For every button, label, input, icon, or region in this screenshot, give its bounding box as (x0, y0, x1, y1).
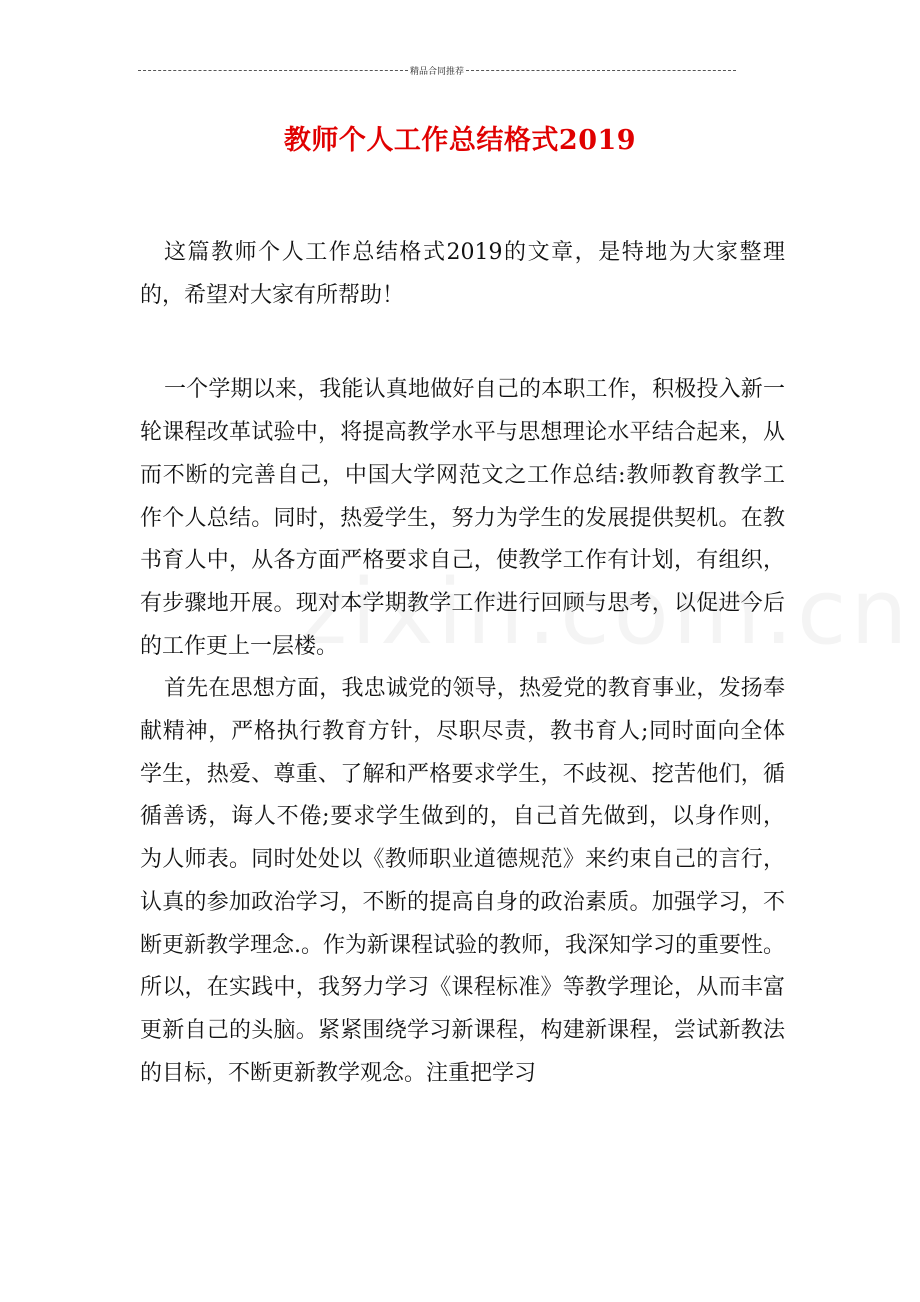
document-body (140, 232, 785, 1095)
header-dash-right (466, 70, 736, 71)
body-paragraph-2: 首先在思想方面，我忠诚党的领导，热爱党的教育事业，发扬奉献精神，严格执行教育方针，尽职尽责，教书育人;同时面向全体学生，热爱、尊重、了解和严格要求学生，不歧视、挖苦他们，循循善诱，诲人不倦;要求学生做到的，自己首先做到，以身作则，为人师表。同时处处以《教师职业道德规范》来约束自己的言行，认真的参加政治学习，不断的提高自身的政治素质。加强学习，不断更新教学理念.。作为新课程试验的教师，我深知学习的重要性。所以，在实践中，我努力学习《课程标准》等教学理论，从而丰富更新自己的头脑。紧紧围绕学习新课程，构建新课程，尝试新教法的目标，不断更新教学观念。注重把学习 (140, 676, 785, 1086)
header-label: 精品合同推荐 (410, 67, 465, 77)
header-divider (138, 64, 736, 77)
intro-paragraph: 这篇教师个人工作总结格式2019的文章，是特地为大家整理的，希望对大家有所帮助！ (140, 240, 785, 308)
body-paragraph-1: 一个学期以来，我能认真地做好自己的本职工作，积极投入新一轮课程改革试验中，将提高教学水平与思想理论水平结合起来，从而不断的完善自己，中国大学网范文之工作总结:教师教育教学工作个人总结。同时，热爱学生，努力为学生的发展提供契机。在教书育人中，从各方面严格要求自己，使教学工作有计划，有组织，有步骤地开展。现对本学期教学工作进行回顾与思考，以促进今后的工作更上一层楼。 (140, 377, 785, 659)
header-dash-left (138, 70, 408, 71)
document-title: 教师个人工作总结格式2019 (283, 125, 637, 156)
